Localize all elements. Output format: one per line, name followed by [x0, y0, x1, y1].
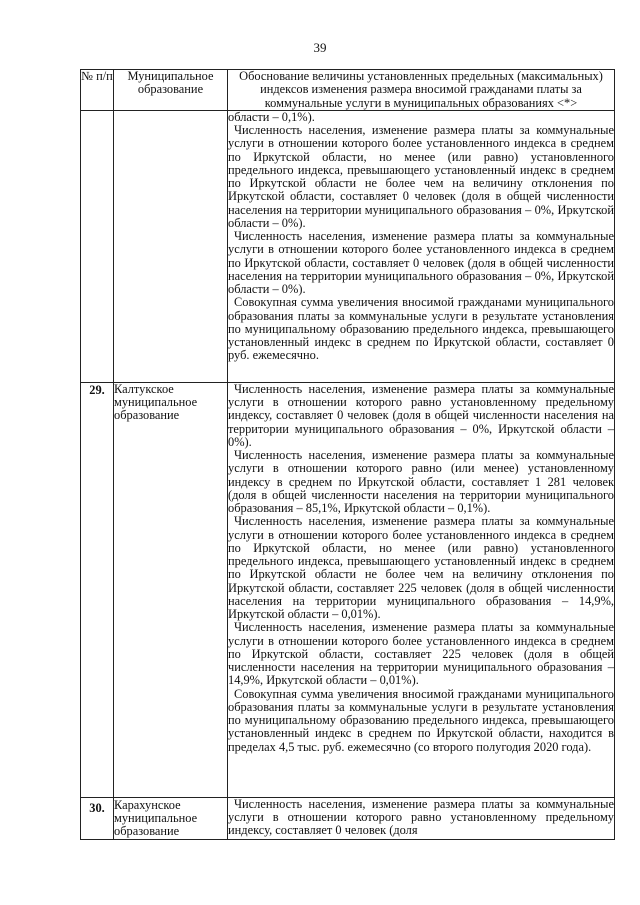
row-number: 30. — [81, 797, 114, 839]
row-justification — [228, 797, 615, 839]
table-header-row — [81, 70, 615, 111]
paragraph: Совокупная сумма увеличения вносимой гражданами муниципального образования платы за коммунальные услуги в результате установления по муниципальному образованию предельного индекса, превышающего установленный индекс в среднем по Иркутской области, находится в пределах 4,5 тыс. руб. ежемесячно (со второго полугодия 2020 года). — [228, 686, 614, 754]
header-municipality: Муниципальное образование — [114, 70, 228, 111]
table-row — [81, 110, 615, 382]
row-number: 29. — [81, 382, 114, 797]
tariff-index-table — [80, 69, 615, 840]
paragraph: Численность населения, изменение размера платы за коммунальные услуги в отношении которого равно установленному предельному индексу, составляет 0 человек (доля в общей численности населения на территории муниципального образования – 0%, Иркутской области – 0%). — [228, 381, 614, 449]
row-justification — [228, 382, 615, 797]
paragraph: области – 0,1%). — [228, 109, 315, 124]
row-municipality — [114, 110, 228, 382]
page-number: 39 — [313, 40, 327, 55]
row-municipality: Калтукское муниципальное образование — [114, 382, 228, 797]
paragraph: Совокупная сумма увеличения вносимой гражданами муниципального образования платы за коммунальные услуги в результате установления по муниципальному образованию предельного индекса, превышающего установленный индекс в среднем по Иркутской области, составляет 0 руб. ежемесячно. — [228, 295, 614, 363]
table-row — [81, 382, 615, 797]
paragraph: Численность населения, изменение размера платы за коммунальные услуги в отношении которого равно (или менее) установленному индексу в среднем по Иркутской области, составляет 1 281 человек (доля в общей численности населения на территории муниципального образования – 85,1%, Иркутской области – 0,1%). — [228, 448, 614, 516]
paragraph: Численность населения, изменение размера платы за коммунальные услуги в отношении которого более установленного индекса в среднем по Иркутской области, но менее (или равно) установленного предельного индекса, превышающего установленный индекс в среднем по Иркутской области не более чем на величину отклонения по Иркутской области, составляет 225 человек (доля в общей численности населения на территории муниципального образования – 14,9%, Иркутской области – 0,01%). — [228, 514, 614, 622]
table-row — [81, 797, 615, 839]
paragraph: Численность населения, изменение размера платы за коммунальные услуги в отношении которого более установленного индекса в среднем по Иркутской области, составляет 0 человек (доля в общей численности населения на территории муниципального образования – 0%, Иркутской области – 0%). — [228, 229, 614, 297]
paragraph: Численность населения, изменение размера платы за коммунальные услуги в отношении которого более установленного индекса в среднем по Иркутской области, но менее (или равно) установленного предельного индекса, превышающего установленный индекс в среднем по Иркутской области не более чем на величину отклонения по Иркутской области, составляет 0 человек (доля в общей численности населения на территории муниципального образования – 0%, Иркутской области – 0%). — [228, 123, 614, 230]
row-justification — [228, 110, 615, 382]
paragraph: Численность населения, изменение размера платы за коммунальные услуги в отношении которого равно установленному предельному индексу, составляет 0 человек (доля — [228, 796, 614, 838]
row-municipality: Карахунское муниципальное образование — [114, 797, 228, 839]
header-number: № п/п — [81, 70, 114, 111]
header-justification: Обоснование величины установленных предельных (максимальных) индексов изменения размера вносимой гражданами платы за коммунальные услуги в муниципальных образованиях <*> — [228, 70, 615, 111]
row-number — [81, 110, 114, 382]
paragraph: Численность населения, изменение размера платы за коммунальные услуги в отношении которого более установленного индекса в среднем по Иркутской области, составляет 225 человек (доля в общей численности населения на территории муниципального образования – 14,9%, Иркутской области – 0,01%). — [228, 620, 614, 688]
